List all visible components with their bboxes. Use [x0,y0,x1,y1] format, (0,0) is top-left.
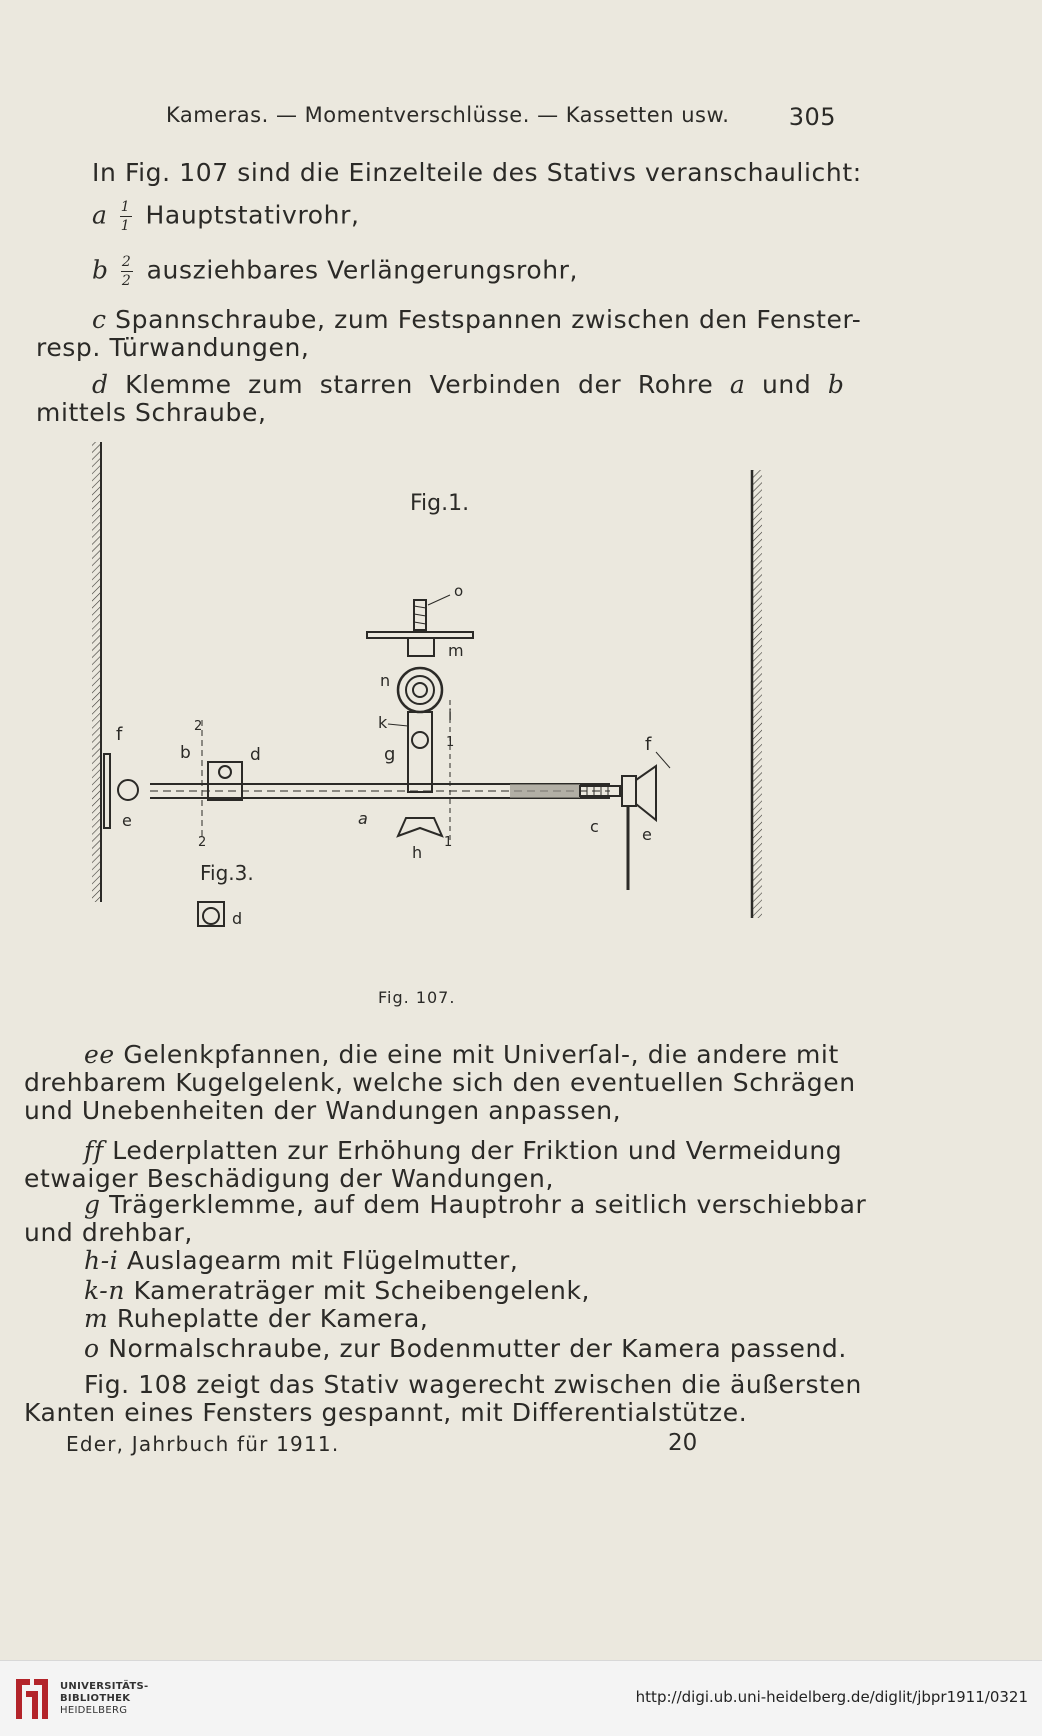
desc-key: h-i [84,1246,119,1275]
fraction-a-den: 1 [120,218,131,234]
desc-line [84,1370,862,1399]
desc-line [24,1218,193,1247]
figure-caption: Fig. 107. [378,988,456,1007]
label-g: g [384,744,396,765]
desc-line [24,1164,554,1193]
permalink-url[interactable]: http://digi.ub.uni-heidelberg.de/diglit/jbpr1911/0321 [635,1688,1028,1706]
item-a [92,200,360,233]
library-name [60,1681,149,1717]
label-c: c [590,817,599,836]
label-f-left: f [116,724,123,745]
running-title: Kameras. — Momentverschlüsse. — Kassetten usw. [166,103,730,127]
desc-text: Auslagearm mit Flügelmutter, [126,1246,519,1275]
desc-line [84,1334,847,1363]
label-i: i [448,706,453,724]
desc-line [84,1040,839,1069]
label-n: n [380,671,391,690]
fraction-b [121,255,133,288]
label-f-right: f [645,734,652,755]
desc-text: Kanten eines Fensters gespannt, mit Differentialstütze. [24,1398,748,1427]
item-d-ref-b: b [827,370,845,399]
fig1-title: Fig.1. [410,491,470,516]
label-k: k [378,713,388,732]
desc-key: ff [84,1136,104,1165]
label-a: a [358,809,368,828]
item-d-cont: mittels Schraube, [36,398,267,427]
item-c-cont: resp. Türwandungen, [36,333,310,362]
right-wall [752,470,762,918]
label-e-left: e [122,811,132,830]
desc-text: etwaiger Beschädigung der Wandungen, [24,1164,554,1193]
label-two-bottom: 2 [198,835,207,850]
library-logo-icon [10,1673,54,1725]
desc-line [84,1304,428,1333]
item-a-letter: a [92,200,108,230]
signature-number: 20 [668,1430,698,1456]
label-d: d [250,745,261,765]
desc-text: Normalschraube, zur Bodenmutter der Kamera passend. [108,1334,847,1363]
rest-plate [367,632,473,660]
item-b-letter: b [92,255,109,285]
item-a-text: Hauptstativrohr, [145,200,360,230]
library-line-2: BIBLIOTHEK [60,1693,131,1704]
fraction-b-num: 2 [121,254,132,270]
label-d3: d [232,909,243,928]
library-footer [0,1660,1042,1736]
desc-line [84,1276,590,1305]
desc-text: Ruheplatte der Kamera, [116,1304,429,1333]
item-c [92,305,861,334]
intro-line: In Fig. 107 sind die Einzelteile des Stativs veranschaulicht: [92,158,862,187]
desc-line [84,1246,518,1275]
desc-key: g [84,1190,101,1219]
desc-text: Kameraträger mit Scheibengelenk, [133,1276,591,1305]
fraction-a [120,200,132,233]
signature-line: Eder, Jahrbuch für 1911. [66,1432,340,1456]
page-number: 305 [788,103,836,131]
item-c-text: Spannschraube, zum Festspannen zwischen den Fenster- [115,305,862,334]
item-d-ref-a: a [729,370,746,399]
label-b: b [180,743,191,763]
fig3-title: Fig.3. [200,861,254,885]
page-header [166,103,836,133]
desc-key: o [84,1334,100,1363]
item-d-and: und [761,370,812,399]
desc-line [24,1398,747,1427]
item-c-letter: c [92,305,107,334]
desc-text: und Unebenheiten der Wandungen anpassen, [24,1096,622,1125]
desc-text: und drehbar, [24,1218,193,1247]
item-b [92,255,578,288]
label-one-bottom: 1 [444,835,453,850]
fraction-b-den: 2 [121,273,132,289]
item-d [92,370,844,399]
label-h: h [412,843,423,862]
label-o: o [454,582,464,600]
desc-text: Fig. 108 zeigt das Stativ wagerecht zwischen die äußersten [84,1370,862,1399]
desc-line [84,1136,842,1165]
library-line-1: UNIVERSITÄTS- [60,1681,149,1692]
stand-figure [90,440,780,930]
desc-key: ee [84,1040,115,1069]
desc-line [24,1068,856,1097]
normal-screw [414,582,463,630]
wing-nut [358,809,452,862]
desc-text: Trägerklemme, auf dem Hauptrohr a seitlich verschiebbar [109,1190,867,1219]
desc-text: drehbarem Kugelgelenk, welche sich den eventuellen Schrägen [24,1068,856,1097]
label-one-top: 1 [446,735,455,750]
desc-line [84,1190,866,1219]
label-two-top: 2 [194,719,203,734]
label-m: m [448,641,464,660]
item-d-text: Klemme zum starren Verbinden der Rohre [125,370,714,399]
desc-key: m [84,1304,109,1333]
fraction-a-num: 1 [120,199,131,215]
desc-line [24,1096,621,1125]
library-line-3: HEIDELBERG [60,1705,128,1716]
item-b-text: ausziehbares Verlängerungsrohr, [146,255,579,285]
desc-text: Gelenkpfannen, die eine mit Univerſal-, die andere mit [123,1040,839,1069]
label-e-right: e [642,825,652,844]
item-d-letter: d [92,370,109,399]
fig3 [198,861,254,928]
desc-text: Lederplatten zur Erhöhung der Friktion und Vermeidung [112,1136,843,1165]
left-wall [92,442,101,902]
desc-key: k-n [84,1276,126,1305]
